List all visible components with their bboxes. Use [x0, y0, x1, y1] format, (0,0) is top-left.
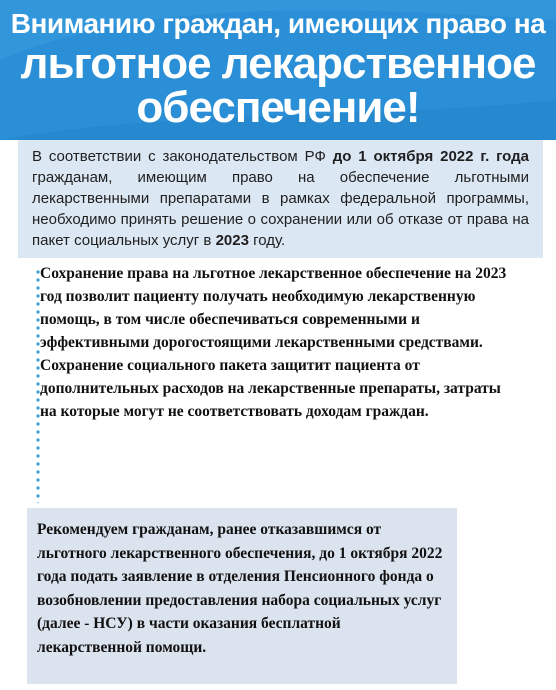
- intro-text-1: В соответствии с законодательством РФ: [32, 148, 333, 165]
- intro-text-2: гражданам, имеющим право на обеспечение льготными лекарственными препаратами в рамках федеральной программы, необходимо принять решение о сохранении или об отказе от права на пакет социальных услуг в: [32, 169, 529, 249]
- benefit-paragraph-2: Сохранение социального пакета защитит пациента от дополнительных расходов на лекарственные препараты, затраты на которые могут не соответствовать доходам граждан.: [40, 357, 501, 420]
- header-banner: [0, 0, 556, 140]
- header-title-line1: Вниманию граждан, имеющих право на: [10, 8, 546, 39]
- recommendation-text: Рекомендуем гражданам, ранее отказавшимся от льготного лекарственного обеспечения, до 1 октября 2022 года подать заявление в отделения Пенсионного фонда о возобновлении предоставления набора социальных услуг (далее - НСУ) в части оказания бесплатной лекарственной помощи.: [37, 521, 443, 656]
- header-title-line2: льготное лекарственное: [20, 39, 536, 88]
- intro-panel: [18, 140, 543, 258]
- recommendation-panel: [27, 508, 457, 684]
- intro-text-3: году.: [248, 232, 286, 249]
- header-title-line3: обеспечение!: [136, 83, 420, 132]
- intro-deadline: до 1 октября 2022 г. года: [332, 148, 529, 165]
- intro-year: 2023: [215, 232, 249, 249]
- benefit-paragraph-1: Сохранение права на льготное лекарственное обеспечение на 2023 год позволит пациенту получать необходимую лекарственную помощь, в том числе обеспечиваться современными и эффективными дорогостоящими лекарственными средствами.: [40, 265, 507, 351]
- benefits-section: [40, 262, 510, 423]
